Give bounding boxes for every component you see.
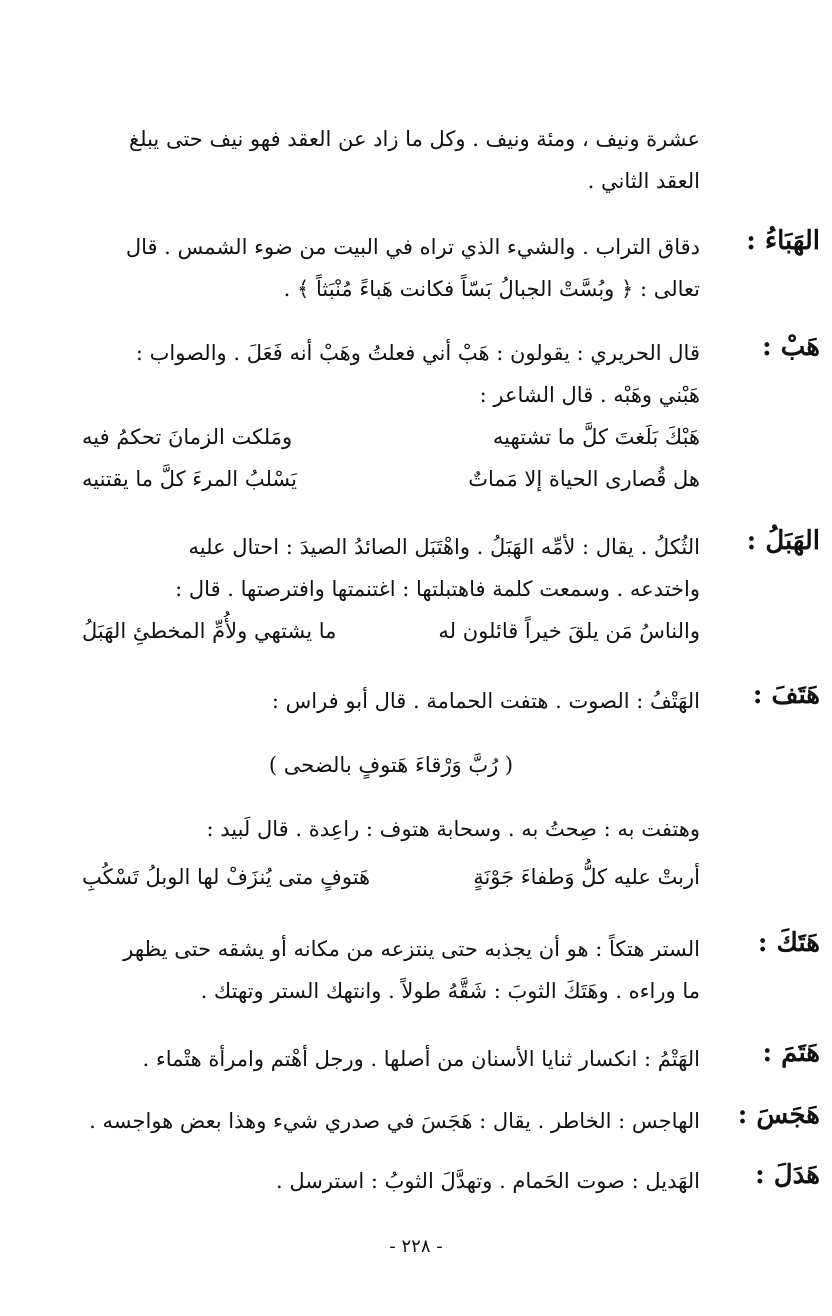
verse-hemistich-first: هل قُصارى الحياة إلا مَماتٌ [468, 467, 700, 491]
verse-hemistich-second: يَسْلبُ المرءَ كلَّ ما يقتنيه [82, 467, 297, 491]
quoted-hemistich: ( رُبَّ وَرْقاءَ هَتوفٍ بالضحى ) [268, 753, 514, 777]
poem-verse [82, 610, 700, 652]
text-line: ما وراءه . وهَتَكَ الثوبَ : شَقَّهُ طولاً . وانتهك الستر وتهتك . [200, 979, 700, 1003]
text-line: عشرة ونيف ، ومئة ونيف . وكل ما زاد عن العقد فهو نيف حتى يبلغ [128, 127, 700, 151]
text-line: قال الحريري : يقولون : هَبْ أني فعلتُ وهَبْ أنه فَعَلَ . والصواب : [135, 341, 700, 365]
poem-verse [82, 458, 700, 500]
entry-headword: هَدَلَ : [755, 1160, 820, 1190]
verse-hemistich-second: ما يشتهي ولأُمِّ المخطئِ الهَبَلُ [82, 619, 337, 643]
verse-hemistich-second: ومَلكت الزمانَ تحكمُ فيه [82, 425, 293, 449]
entry-headword: هَتَمَ : [762, 1038, 820, 1068]
text-line: دقاق التراب . والشيء الذي تراه في البيت من ضوء الشمس . قال [125, 235, 700, 259]
text-line: العقد الثاني . [587, 169, 700, 193]
text-line: واختدعه . وسمعت كلمة فاهتبلتها : اغتنمتها وافترصتها . قال : [175, 577, 700, 601]
verse-hemistich-first: أربتْ عليه كلُّ وَطفاءَ جَوْنَةٍ [473, 865, 700, 889]
verse-hemistich-second: هَتوفٍ متى يُنزَفْ لها الوبلُ تَسْكُبِ [82, 865, 371, 889]
text-line: الثُكلُ . يقال : لأمِّه الهَبَلُ . واهْتَبَل الصائدُ الصيدَ : احتال عليه [188, 535, 700, 559]
poem-verse [82, 856, 700, 898]
entry-headword: الهَبَلُ : [746, 526, 820, 556]
entry-headword: هَتَفَ : [752, 680, 820, 710]
text-line: الهَديل : صوت الحَمام . وتهدَّلَ الثوبُ : استرسل . [275, 1169, 700, 1193]
verse-hemistich-first: هَبْكَ بَلَغتَ كلَّ ما تشتهيه [492, 425, 700, 449]
page-number: - ٢٢٨ - [389, 1236, 443, 1257]
text-line: الهَتْمُ : انكسار ثنايا الأسنان من أصلها . ورجل أهْتم وامرأة هتْماء . [142, 1047, 700, 1071]
text-line: هَبْني وهَبْه . قال الشاعر : [479, 383, 700, 407]
verse-hemistich-first: والناسُ مَن يلقَ خيراً قائلون له [438, 619, 700, 643]
text-line: الهَتْفُ : الصوت . هتفت الحمامة . قال أبو فراس : [271, 689, 700, 713]
text-line: وهتفت به : صِحتُ به . وسحابة هتوف : راعِدة . قال لَبيد : [206, 817, 700, 841]
text-line: الهاجس : الخاطر . يقال : هَجَسَ في صدري شيء وهذا بعض هواجسه . [89, 1109, 700, 1133]
entry-headword: هَتَكَ : [757, 928, 820, 958]
entry-headword: هَجَسَ : [737, 1100, 820, 1130]
text-line: تعالى : ﴿ وبُسَّتْ الجبالُ بَسّاً فكانت هَباءً مُنْبَثاً ﴾ . [283, 277, 700, 301]
text-line: الستر هتكاً : هو أن يجذبه حتى ينتزعه من مكانه أو يشقه حتى يظهر [123, 937, 700, 961]
entry-headword: الهَبَاءُ : [746, 226, 820, 256]
poem-verse [82, 416, 700, 458]
entry-headword: هَبْ : [762, 332, 820, 362]
